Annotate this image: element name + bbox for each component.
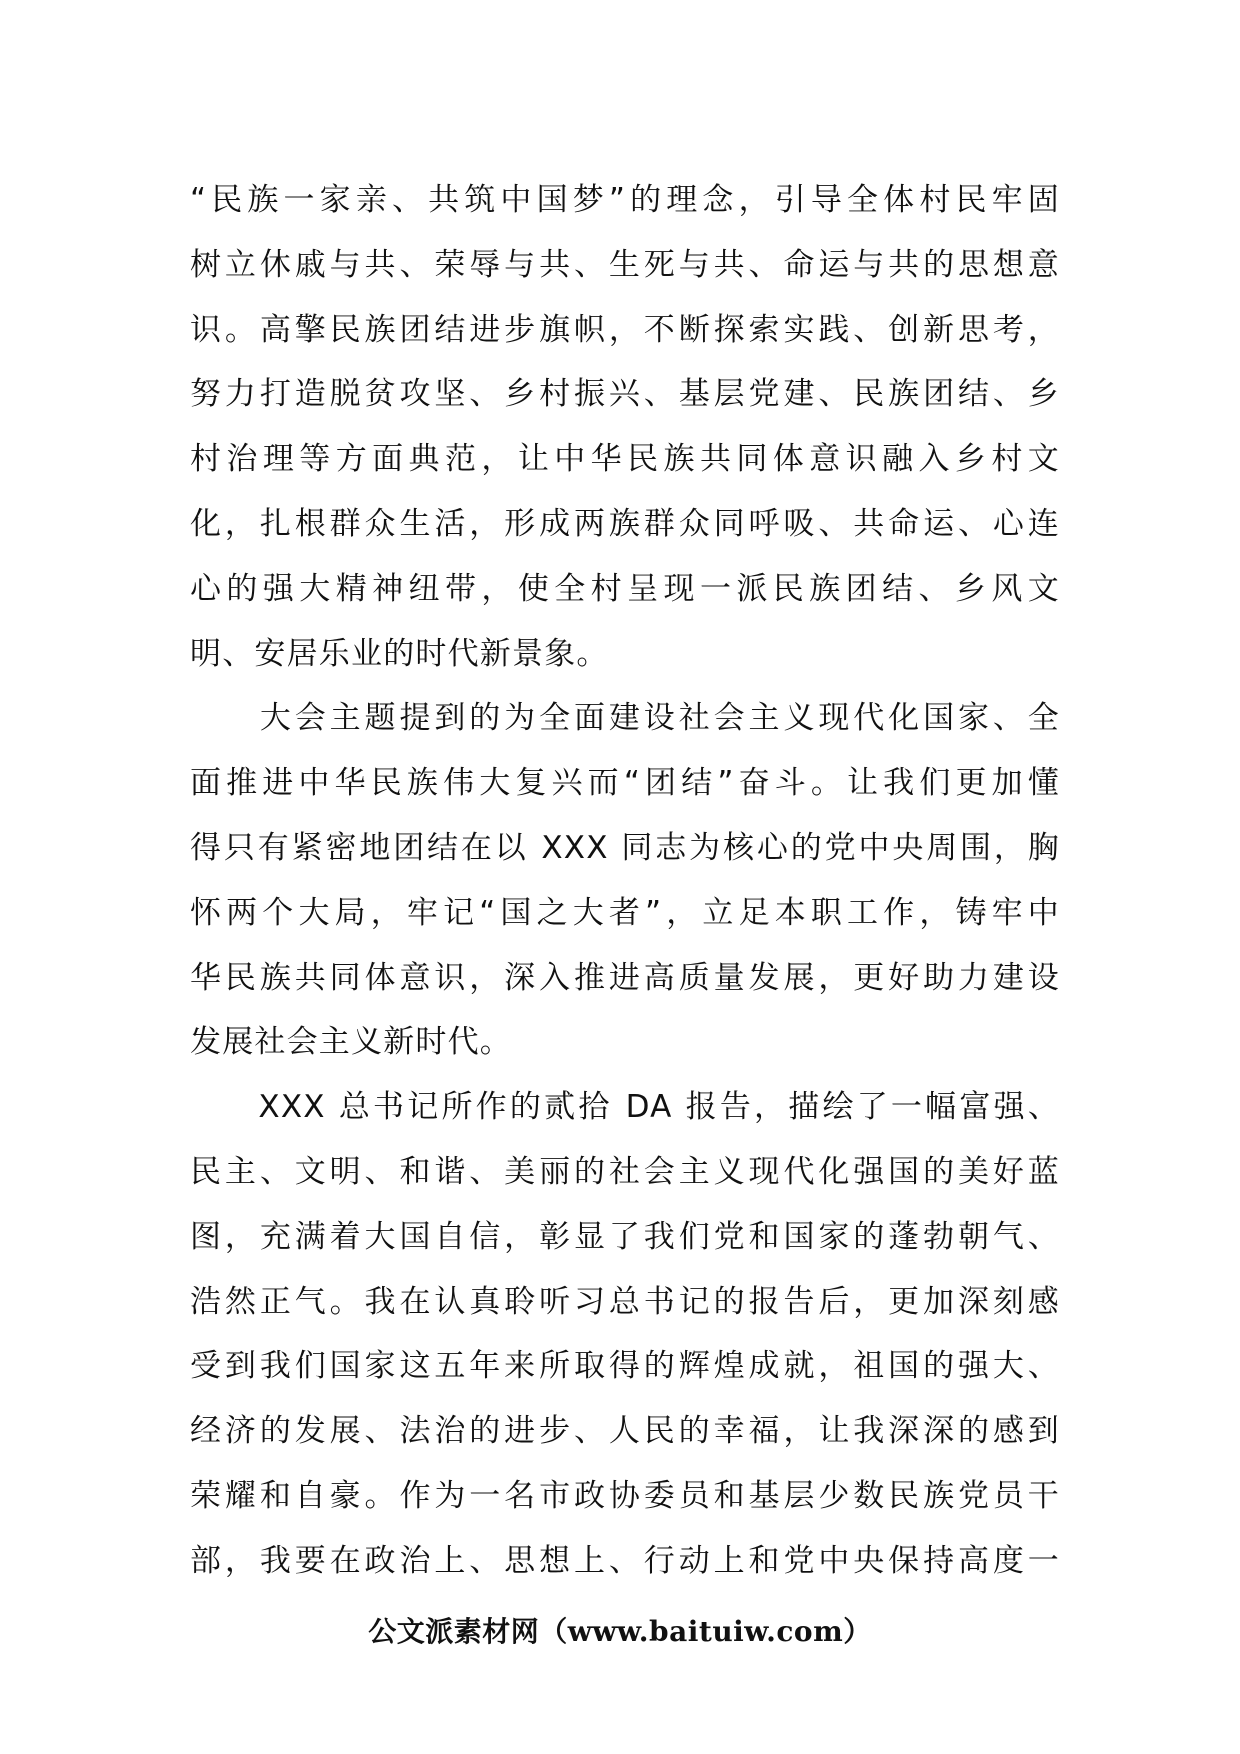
text-line: XXX 总书记所作的贰拾 DA 报告，描绘了一幅富强、 <box>190 1089 1060 1126</box>
text-line: 化，扎根群众生活，形成两族群众同呼吸、共命运、心连 <box>190 505 1060 542</box>
text-line: 心的强大精神纽带，使全村呈现一派民族团结、乡风文 <box>190 570 1060 607</box>
text-line: 识。高擎民族团结进步旗帜，不断探索实践、创新思考， <box>190 311 1060 348</box>
text-line: “民族一家亲、共筑中国梦”的理念，引导全体村民牢固 <box>190 182 1060 218</box>
text-line: 部，我要在政治上、思想上、行动上和党中央保持高度一 <box>190 1542 1060 1579</box>
text-line: 大会主题提到的为全面建设社会主义现代化国家、全 <box>190 700 1060 737</box>
text-line: 努力打造脱贫攻坚、乡村振兴、基层党建、民族团结、乡 <box>190 376 1060 413</box>
text-line: 村治理等方面典范，让中华民族共同体意识融入乡村文 <box>190 441 1060 478</box>
text-line: 浩然正气。我在认真聆听习总书记的报告后，更加深刻感 <box>190 1283 1060 1320</box>
text-line: 华民族共同体意识，深入推进高质量发展，更好助力建设 <box>190 959 1060 996</box>
text-line: 图，充满着大国自信，彰显了我们党和国家的蓬勃朝气、 <box>190 1218 1060 1255</box>
text-line: 经济的发展、法治的进步、人民的幸福，让我深深的感到 <box>190 1413 1060 1450</box>
text-line: 明、安居乐业的时代新景象。 <box>190 635 609 672</box>
text-line: 得只有紧密地团结在以 XXX 同志为核心的党中央周围，胸 <box>190 829 1060 866</box>
text-line: 荣耀和自豪。作为一名市政协委员和基层少数民族党员干 <box>190 1477 1060 1514</box>
text-line: 受到我们国家这五年来所取得的辉煌成就，祖国的强大、 <box>190 1348 1060 1385</box>
text-line: 面推进中华民族伟大复兴而“团结”奋斗。让我们更加懂 <box>190 765 1060 802</box>
text-line: 民主、文明、和谐、美丽的社会主义现代化强国的美好蓝 <box>190 1153 1060 1190</box>
footer-watermark: 公文派素材网（www.baituiw.com） <box>368 1615 872 1648</box>
document-body <box>190 168 1060 1594</box>
text-line: 发展社会主义新时代。 <box>190 1024 512 1061</box>
text-line: 树立休戚与共、荣辱与共、生死与共、命运与共的思想意 <box>190 246 1060 283</box>
text-line: 怀两个大局，牢记“国之大者”，立足本职工作，铸牢中 <box>190 894 1060 931</box>
